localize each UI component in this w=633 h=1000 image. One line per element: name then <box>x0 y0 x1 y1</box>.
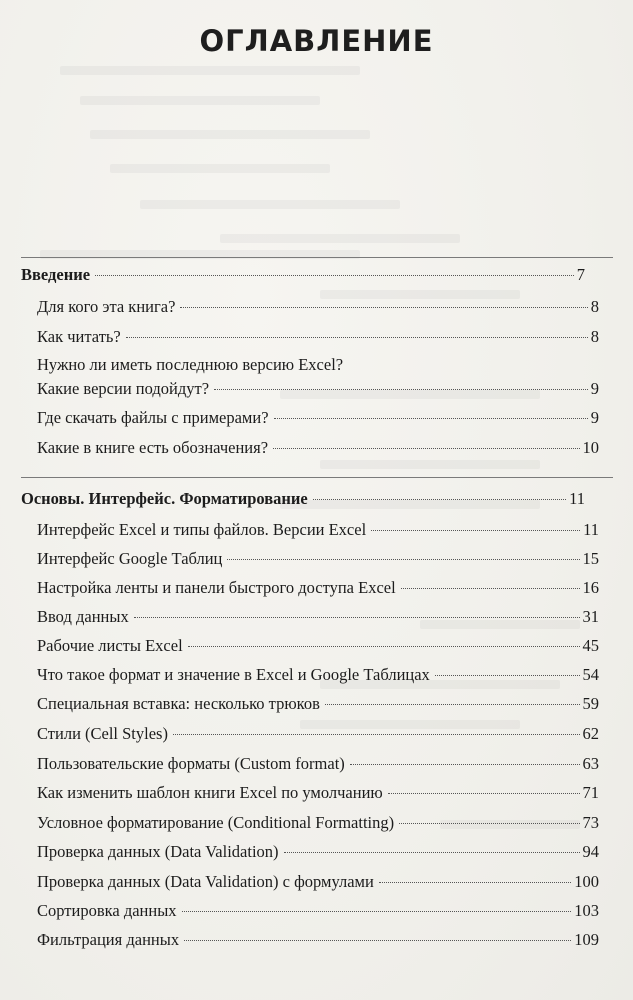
toc-item-label: Рабочие листы Excel <box>37 636 183 655</box>
toc-page-number: 8 <box>590 297 599 316</box>
toc-item[interactable] <box>37 783 599 803</box>
toc-item[interactable] <box>37 665 599 685</box>
leader-dots <box>134 617 580 618</box>
toc-page-number: 62 <box>582 724 599 743</box>
toc-chapter-basics[interactable] <box>21 489 585 509</box>
toc-item-label: Сортировка данных <box>37 901 177 920</box>
toc-page-number: 103 <box>574 901 599 920</box>
leader-dots <box>284 852 580 853</box>
toc-item-label: Как изменить шаблон книги Excel по умолчанию <box>37 783 383 802</box>
toc-item-label: Как читать? <box>37 327 121 346</box>
toc-page-number: 7 <box>576 265 585 284</box>
leader-dots <box>350 764 580 765</box>
toc-page-number: 16 <box>582 578 599 597</box>
toc-item[interactable] <box>37 408 599 428</box>
toc-page-number: 9 <box>590 379 599 398</box>
leader-dots <box>126 337 588 338</box>
leader-dots <box>182 911 572 912</box>
section-divider <box>21 477 613 478</box>
toc-item-label: Фильтрация данных <box>37 930 180 949</box>
toc-page-number: 45 <box>582 636 599 655</box>
toc-item-label: Какие версии подойдут? <box>37 379 210 398</box>
toc-item-label: Интерфейс Google Таблиц <box>37 549 223 568</box>
leader-dots <box>214 389 588 390</box>
toc-item[interactable] <box>37 901 599 921</box>
toc-item-label: Проверка данных (Data Validation) с формулами <box>37 872 374 891</box>
toc-item[interactable] <box>37 724 599 744</box>
toc-item[interactable] <box>37 379 599 399</box>
toc-item[interactable] <box>37 297 599 317</box>
toc-item[interactable] <box>37 694 599 714</box>
leader-dots <box>95 275 574 276</box>
toc-page-number: 11 <box>569 489 585 508</box>
toc-page-number: 59 <box>582 694 599 713</box>
toc-item-label-line1: Нужно ли иметь последнюю версию Excel? <box>37 355 344 374</box>
leader-dots <box>188 646 580 647</box>
leader-dots <box>399 823 579 824</box>
toc-page-number: 8 <box>590 327 599 346</box>
toc-item-label: Для кого эта книга? <box>37 297 176 316</box>
toc-item[interactable] <box>37 438 599 458</box>
toc-page-number: 15 <box>582 549 599 568</box>
toc-item[interactable] <box>37 842 599 862</box>
toc-item[interactable] <box>37 549 599 569</box>
toc-item[interactable] <box>37 872 599 892</box>
toc-item[interactable] <box>37 754 599 774</box>
toc-page-number: 73 <box>582 813 599 832</box>
leader-dots <box>180 307 587 308</box>
toc-page-number: 63 <box>582 754 599 773</box>
toc-item-label: Настройка ленты и панели быстрого доступа Excel <box>37 578 396 597</box>
toc-page-number: 71 <box>582 783 599 802</box>
toc-page-number: 9 <box>590 408 599 427</box>
toc-item[interactable] <box>37 636 599 656</box>
toc-item-multiline[interactable] <box>37 355 599 375</box>
toc-item-label: Интерфейс Excel и типы файлов. Версии Excel <box>37 520 367 539</box>
leader-dots <box>274 418 588 419</box>
toc-page-number: 54 <box>582 665 599 684</box>
toc-page-number: 10 <box>582 438 599 457</box>
toc-item-label: Условное форматирование (Conditional Formatting) <box>37 813 395 832</box>
toc-item[interactable] <box>37 930 599 950</box>
leader-dots <box>273 448 579 449</box>
toc-item[interactable] <box>37 607 599 627</box>
leader-dots <box>184 940 571 941</box>
toc-page-number: 100 <box>574 872 599 891</box>
toc-item-label: Где скачать файлы с примерами? <box>37 408 269 427</box>
toc-item-label: Стили (Cell Styles) <box>37 724 168 743</box>
toc-page-number: 109 <box>574 930 599 949</box>
toc-item[interactable] <box>37 520 599 540</box>
toc-page-number: 31 <box>582 607 599 626</box>
toc-item-label: Пользовательские форматы (Custom format) <box>37 754 345 773</box>
leader-dots <box>371 530 580 531</box>
leader-dots <box>325 704 580 705</box>
toc-chapter-title: Основы. Интерфейс. Форматирование <box>21 489 308 508</box>
leader-dots <box>401 588 580 589</box>
toc-item[interactable] <box>37 327 599 347</box>
toc-page-number: 94 <box>582 842 599 861</box>
toc-chapter-title: Введение <box>21 265 91 284</box>
leader-dots <box>435 675 580 676</box>
toc-item-label: Специальная вставка: несколько трюков <box>37 694 320 713</box>
leader-dots <box>379 882 571 883</box>
toc-item-label: Ввод данных <box>37 607 129 626</box>
toc-item[interactable] <box>37 813 599 833</box>
leader-dots <box>173 734 580 735</box>
toc-item-label: Что такое формат и значение в Excel и Google Таблицах <box>37 665 430 684</box>
leader-dots <box>227 559 579 560</box>
toc-chapter-intro[interactable] <box>21 265 585 285</box>
toc-item-label: Проверка данных (Data Validation) <box>37 842 279 861</box>
toc-item-label: Какие в книге есть обозначения? <box>37 438 269 457</box>
toc-page-number: 11 <box>583 520 599 539</box>
section-divider <box>21 257 613 258</box>
toc-item[interactable] <box>37 578 599 598</box>
leader-dots <box>388 793 580 794</box>
page-title: ОГЛАВЛЕНИЕ <box>199 24 434 58</box>
leader-dots <box>313 499 566 500</box>
